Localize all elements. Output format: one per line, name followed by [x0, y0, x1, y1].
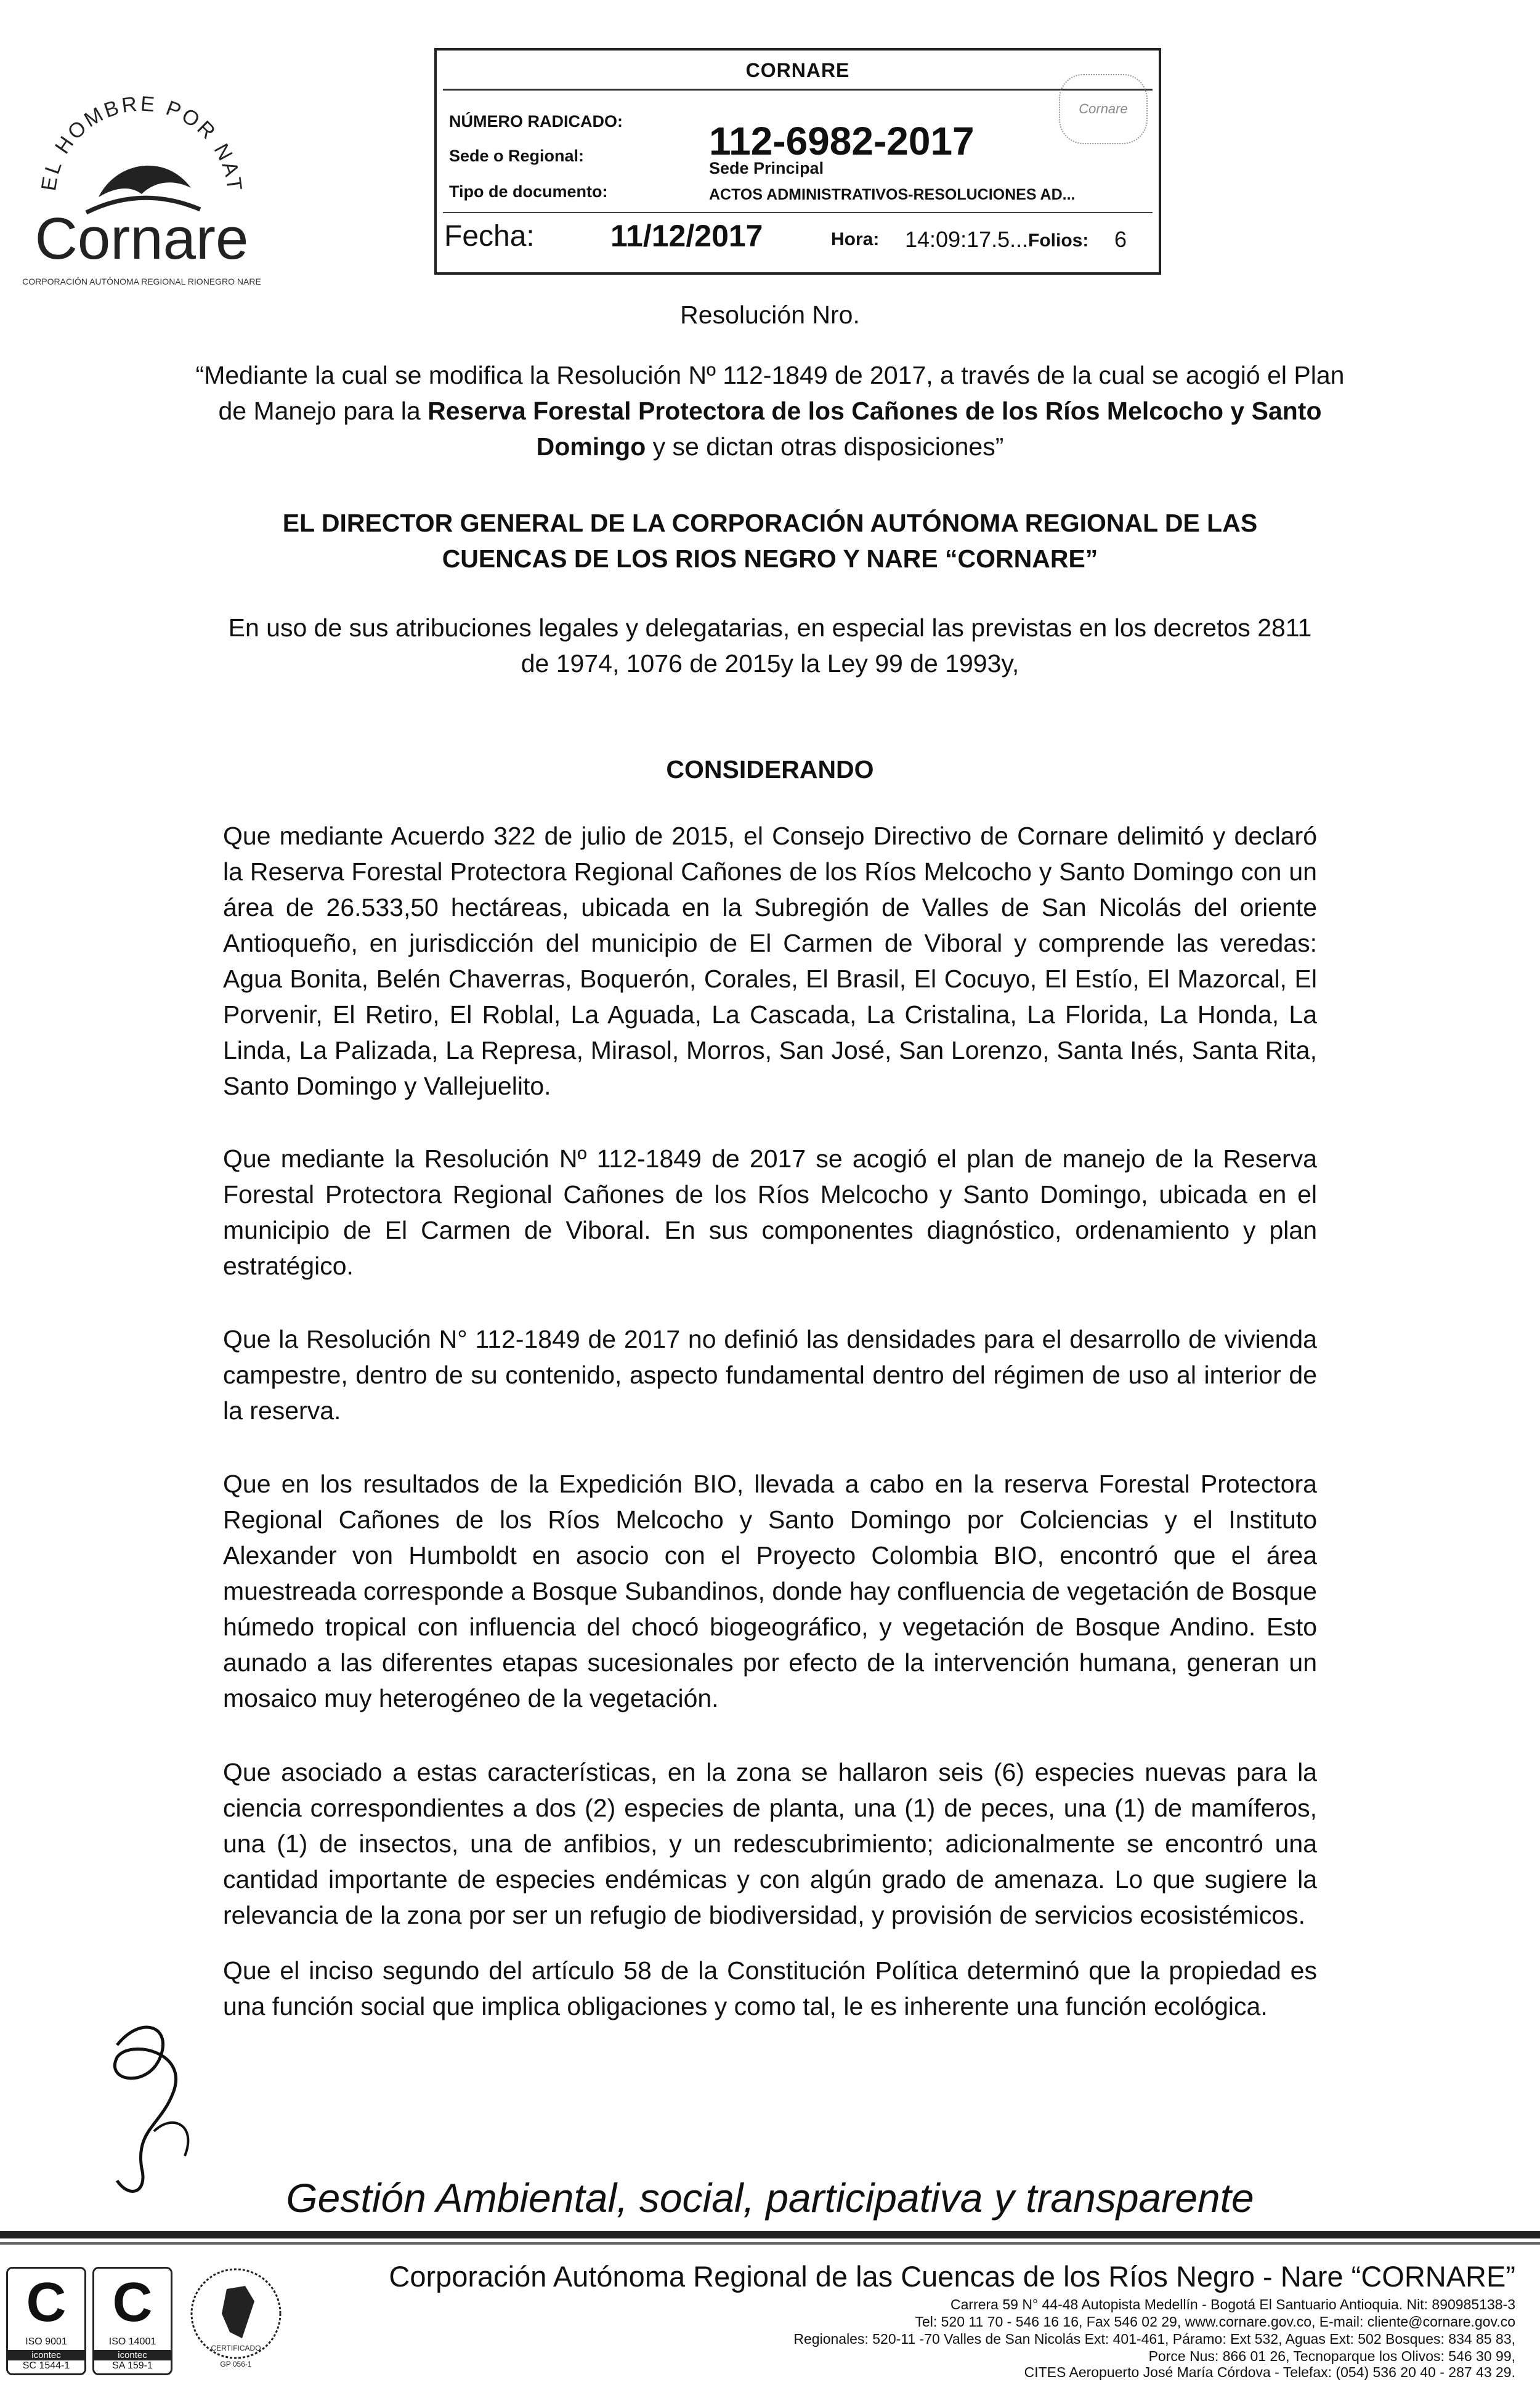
cert-brand: icontec: [8, 2350, 84, 2360]
icontec-c-icon: C: [112, 2272, 153, 2333]
cert-code: SC 1544-1: [22, 2360, 70, 2371]
footer-rule-thin: [0, 2242, 1540, 2245]
folios-value: 6: [1114, 227, 1127, 252]
logo-graphic: [12, 55, 271, 314]
sede-value: Sede Principal: [709, 159, 824, 177]
cert-brand: icontec: [94, 2350, 171, 2360]
paragraph-acuerdo-322: Que mediante Acuerdo 322 de julio de 2015, el Consejo Directivo de Cornare delimitó y declaró la Reserva Forestal Protectora Regional Cañones de los Ríos Melcocho y Santo Domingo con un área de 26.533,50 hectáreas, ubicada en la Subregión de Valles de San Nicolás del oriente Antioqueño, en jurisdicción del municipio de El Carmen de Viboral y comprende las veredas: Agua Bonita, Belén Chaverras, Boquerón, Corales, El Brasil, El Cocuyo, El Estío, El Mazorcal, El Porvenir, El Retiro, El Roblal, La Aguada, La Cascada, La Cristalina, La Florida, La Honda, La Linda, La Palizada, La Represa, Mirasol, Morros, San José, San Lorenzo, Santa Inés, Santa Rita, Santo Domingo y Vallejuelito.: [223, 822, 1317, 1100]
sede-label: Sede o Regional:: [449, 147, 585, 165]
footer-regionales-line: Regionales: 520-11 -70 Valles de San Nicolás Ext: 401-461, Páramo: Ext 532, Aguas Ext: 502 Bosques: 834 85 83,: [793, 2331, 1515, 2347]
footer-cites-line: CITES Aeropuerto José María Córdova - Telefax: (054) 536 20 40 - 287 43 29.: [1024, 2364, 1515, 2380]
atribuciones-line-1: En uso de sus atribuciones legales y delegatarias, en especial las previstas en los decretos 2811: [228, 614, 1312, 642]
footer-slogan: Gestión Ambiental, social, participativa y transparente: [286, 2175, 1254, 2221]
cert-iso-label: ISO 9001: [25, 2336, 67, 2347]
summary-bold: Reserva Forestal Protectora de los Cañones de los Ríos Melcocho y Santo Domingo: [428, 397, 1322, 461]
footer-contact-line: Tel: 520 11 70 - 546 16 16, Fax 546 02 29, www.cornare.gov.co, E-mail: cliente@cornare.gov.co: [915, 2314, 1515, 2330]
radicado-header-rule: [443, 89, 1153, 91]
seal-code: GP 056-1: [220, 2360, 252, 2368]
cert-code: SA 159-1: [112, 2360, 153, 2371]
tipo-documento-value: ACTOS ADMINISTRATIVOS-RESOLUCIONES AD...: [709, 186, 1076, 203]
considerando-heading: CONSIDERANDO: [666, 755, 874, 784]
radicado-box: [434, 48, 1161, 275]
iso-14001-certificate: [92, 2267, 172, 2375]
atribuciones-text: [185, 610, 1355, 681]
paragraph-expedicion-bio: Que en los resultados de la Expedición BIO, llevada a cabo en la reserva Forestal Protectora Regional Cañones de los Ríos Melcocho y Santo Domingo por Colciencias y el Instituto Alexander von Humboldt en asocio con el Proyecto Colombia BIO, encontró que el área muestreada corresponde a Bosque Subandinos, donde hay confluencia de vegetación de Bosque húmedo tropical con influencia del chocó biogeográfico, y vegetación de Bosque Andino. Esto aunado a las diferentes etapas sucesionales por efecto de la intervención humana, generan un mosaico muy heterogéneo de la vegetación.: [223, 1470, 1317, 1712]
cornare-logo: [12, 55, 271, 314]
radicado-header: CORNARE: [745, 59, 850, 81]
summary-part-1: “Mediante la cual se modifica la Resolución Nº 112-1849 de 2017, a través de la cual se acogió el Plan de Manejo para la: [195, 361, 1345, 425]
iso-9001-certificate: [6, 2267, 86, 2375]
resolution-summary: [185, 357, 1355, 464]
paragraph-resolucion-1849: Que mediante la Resolución Nº 112-1849 de 2017 se acogió el plan de manejo de la Reserva Forestal Protectora Regional Cañones de los Ríos Melcocho y Santo Domingo, ubicada en el municipio de El Carmen de Viboral. En sus componentes diagnóstico, ordenamiento y plan estratégico.: [223, 1144, 1317, 1280]
icontec-c-icon: C: [26, 2272, 67, 2333]
logo-arc-text: EL HOMBRE POR NAT: [37, 92, 247, 195]
atribuciones-line-2: de 1974, 1076 de 2015y la Ley 99 de 1993y,: [521, 649, 1019, 678]
logo-name: Cornare: [34, 206, 249, 272]
hora-label: Hora:: [831, 229, 880, 249]
numero-radicado-label: NÚMERO RADICADO:: [449, 112, 623, 131]
footer-rule: [0, 2231, 1540, 2238]
seal-text: CERTIFICADO: [211, 2344, 261, 2352]
cert-iso-label: ISO 14001: [108, 2336, 156, 2347]
paragraph-densidades: Que la Resolución N° 112-1849 de 2017 no definió las densidades para el desarrollo de vivienda campestre, dentro de su contenido, aspecto fundamental dentro del régimen de uso al interior de la reserva.: [223, 1325, 1317, 1425]
folios-label: Folios:: [1028, 230, 1089, 251]
paragraph-articulo-58: Que el inciso segundo del artículo 58 de la Constitución Política determinó que la propiedad es una función social que implica obligaciones y como tal, le es inherente una función ecológica.: [223, 1956, 1317, 2020]
fecha-label: Fecha:: [444, 220, 535, 253]
colombia-map-seal: [184, 2264, 288, 2369]
radicado-stamp: Cornare: [1059, 74, 1148, 144]
fecha-value: 11/12/2017: [610, 219, 763, 253]
hora-value: 14:09:17.5...: [905, 227, 1029, 252]
tipo-documento-label: Tipo de documento:: [449, 182, 608, 201]
logo-subtext: CORPORACIÓN AUTÓNOMA REGIONAL RIONEGRO NARE: [22, 277, 261, 286]
director-line-2: CUENCAS DE LOS RIOS NEGRO Y NARE “CORNARE”: [442, 545, 1098, 573]
director-heading: [185, 505, 1355, 577]
footer-address-line: Carrera 59 N° 44-48 Autopista Medellín - Bogotá El Santuario Antioquia. Nit: 890985138-3: [950, 2296, 1515, 2312]
radicado-divider: [443, 212, 1153, 213]
resolucion-number: Resolución Nro.: [680, 301, 860, 329]
summary-part-2: y se dictan otras disposiciones”: [646, 432, 1004, 461]
footer-corporation-name: Corporación Autónoma Regional de las Cuencas de los Ríos Negro - Nare “CORNARE”: [389, 2260, 1515, 2293]
paragraph-especies-nuevas: Que asociado a estas características, en la zona se hallaron seis (6) especies nuevas para la ciencia correspondientes a dos (2) especies de planta, una (1) de peces, una (1) de mamíferos, una (1) de insectos, una de anfibios, y un redescubrimiento; adicionalmente se encontró una cantidad importante de especies endémicas y con algún grado de amenaza. Lo que sugiere la relevancia de la zona por ser un refugio de biodiversidad, y provisión de servicios ecosistémicos.: [223, 1758, 1317, 1929]
director-line-1: EL DIRECTOR GENERAL DE LA CORPORACIÓN AUTÓNOMA REGIONAL DE LAS: [282, 509, 1258, 537]
numero-radicado-value: 112-6982-2017: [709, 119, 975, 163]
footer-porce-line: Porce Nus: 866 01 26, Tecnoparque los Olivos: 546 30 99,: [1148, 2348, 1515, 2364]
